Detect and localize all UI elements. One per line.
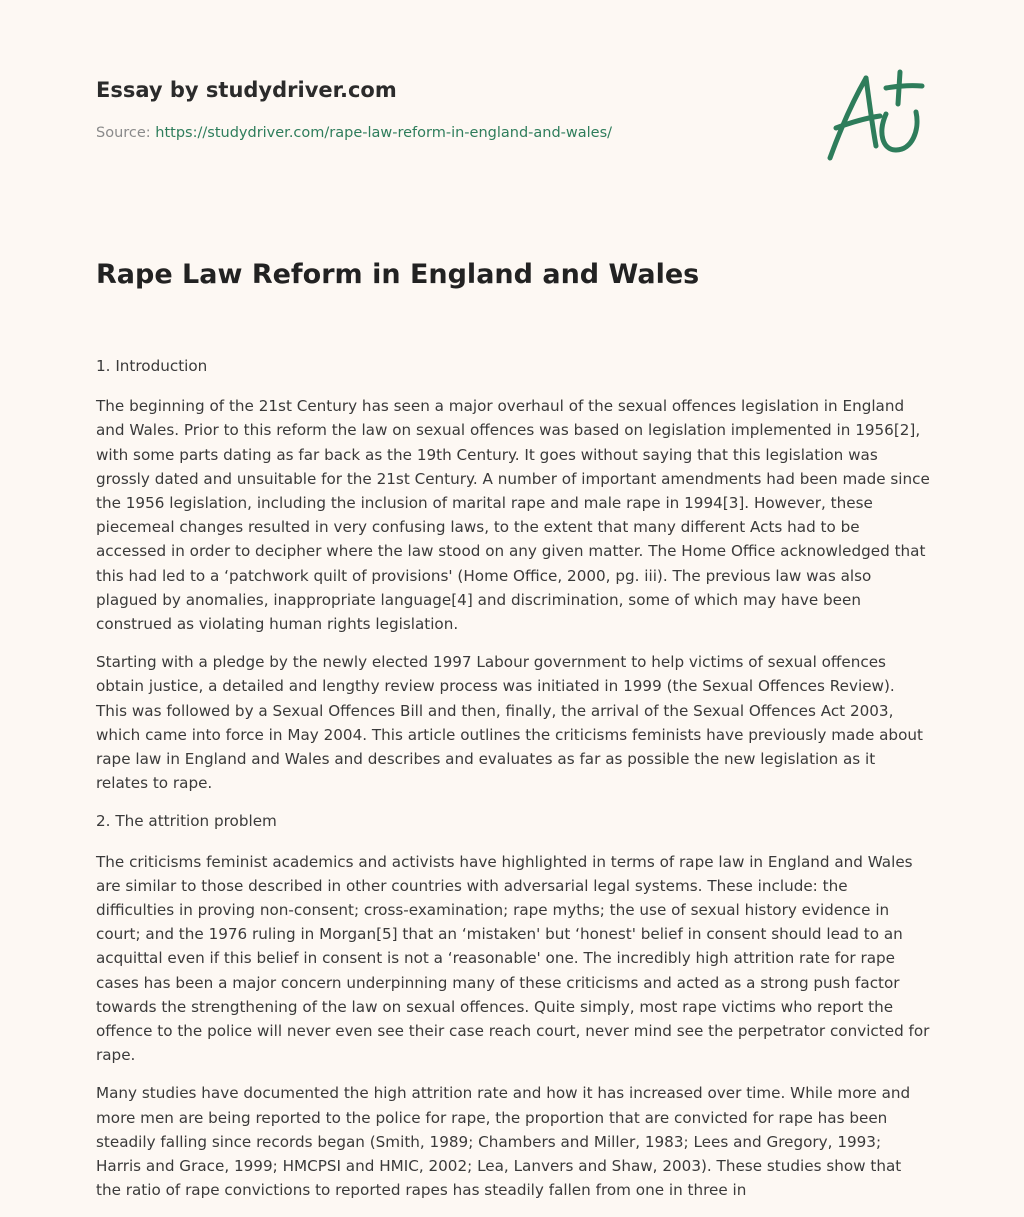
paragraph: The beginning of the 21st Century has seen a major overhaul of the sexual offences legislation in England and Wales. Prior to this reform the law on sexual offences was based on legislation implemented in 1956[2], with some parts dating as far back as the 19th Century. It goes without saying that this legislation was grossly dated and unsuitable for the 21st Century. A number of important amendments had been made since the 1956 legislation, including the inclusion of marital rape and male rape in 1994[3]. However, these piecemeal changes resulted in very confusing laws, to the extent that many different Acts had to be accessed in order to decipher where the law stood on any given matter. The Home Office acknowledged that this had led to a ‘patchwork quilt of provisions' (Home Office, 2000, pg. iii). The previous law was also plagued by anomalies, inappropriate language[4] and discrimination, some of which may have been construed as violating human rights legislation. xyxy=(96,397,930,634)
article-title: Rape Law Reform in England and Wales xyxy=(96,259,700,290)
source-link[interactable]: https://studydriver.com/rape-law-reform-in-england-and-wales/ xyxy=(155,125,613,141)
section-heading: 1. Introduction xyxy=(96,357,208,375)
section-heading: 2. The attrition problem xyxy=(96,812,277,831)
article-body xyxy=(96,354,930,1217)
brand-title: Essay by studydriver.com xyxy=(96,78,397,102)
a-plus-logo-icon xyxy=(822,66,928,166)
essay-header xyxy=(96,76,796,142)
paragraph: The criticisms feminist academics and activists have highlighted in terms of rape law in England and Wales are similar to those described in other countries with adversarial legal systems. These include: the difficulties in proving non-consent; cross-examination; rape myths; the use of sexual history evidence in court; and the 1976 ruling in Morgan[5] that an ‘mistaken' but ‘honest' belief in consent should lead to an acquittal even if this belief in consent is not a ‘reasonable' one. The incredibly high attrition rate for rape cases has been a major concern underpinning many of these criticisms and acted as a strong push factor towards the strengthening of the law on sexual offences. Quite simply, most rape victims who report the offence to the police will never even see their case reach court, never mind see the perpetrator convicted for rape. xyxy=(96,852,930,1065)
source-label: Source: xyxy=(96,125,151,141)
paragraph: Many studies have documented the high attrition rate and how it has increased over time. While more and more men are being reported to the police for rape, the proportion that are convicted for rape has been steadily falling since records began (Smith, 1989; Chambers and Miller, 1983; Lees and Gregory, 1993; Harris and Grace, 1999; HMCPSI and HMIC, 2002; Lea, Lanvers and Shaw, 2003). These studies show that the ratio of rape convictions to reported rapes has steadily fallen from one in three in xyxy=(96,1084,911,1200)
source-line xyxy=(96,124,796,142)
paragraph: Starting with a pledge by the newly elected 1997 Labour government to help victims of sexual offences obtain justice, a detailed and lengthy review process was initiated in 1999 (the Sexual Offences Review). This was followed by a Sexual Offences Bill and then, finally, the arrival of the Sexual Offences Act 2003, which came into force in May 2004. This article outlines the criticisms feminists have previously made about rape law in England and Wales and describes and evaluates as far as possible the new legislation as it relates to rape. xyxy=(96,653,923,793)
